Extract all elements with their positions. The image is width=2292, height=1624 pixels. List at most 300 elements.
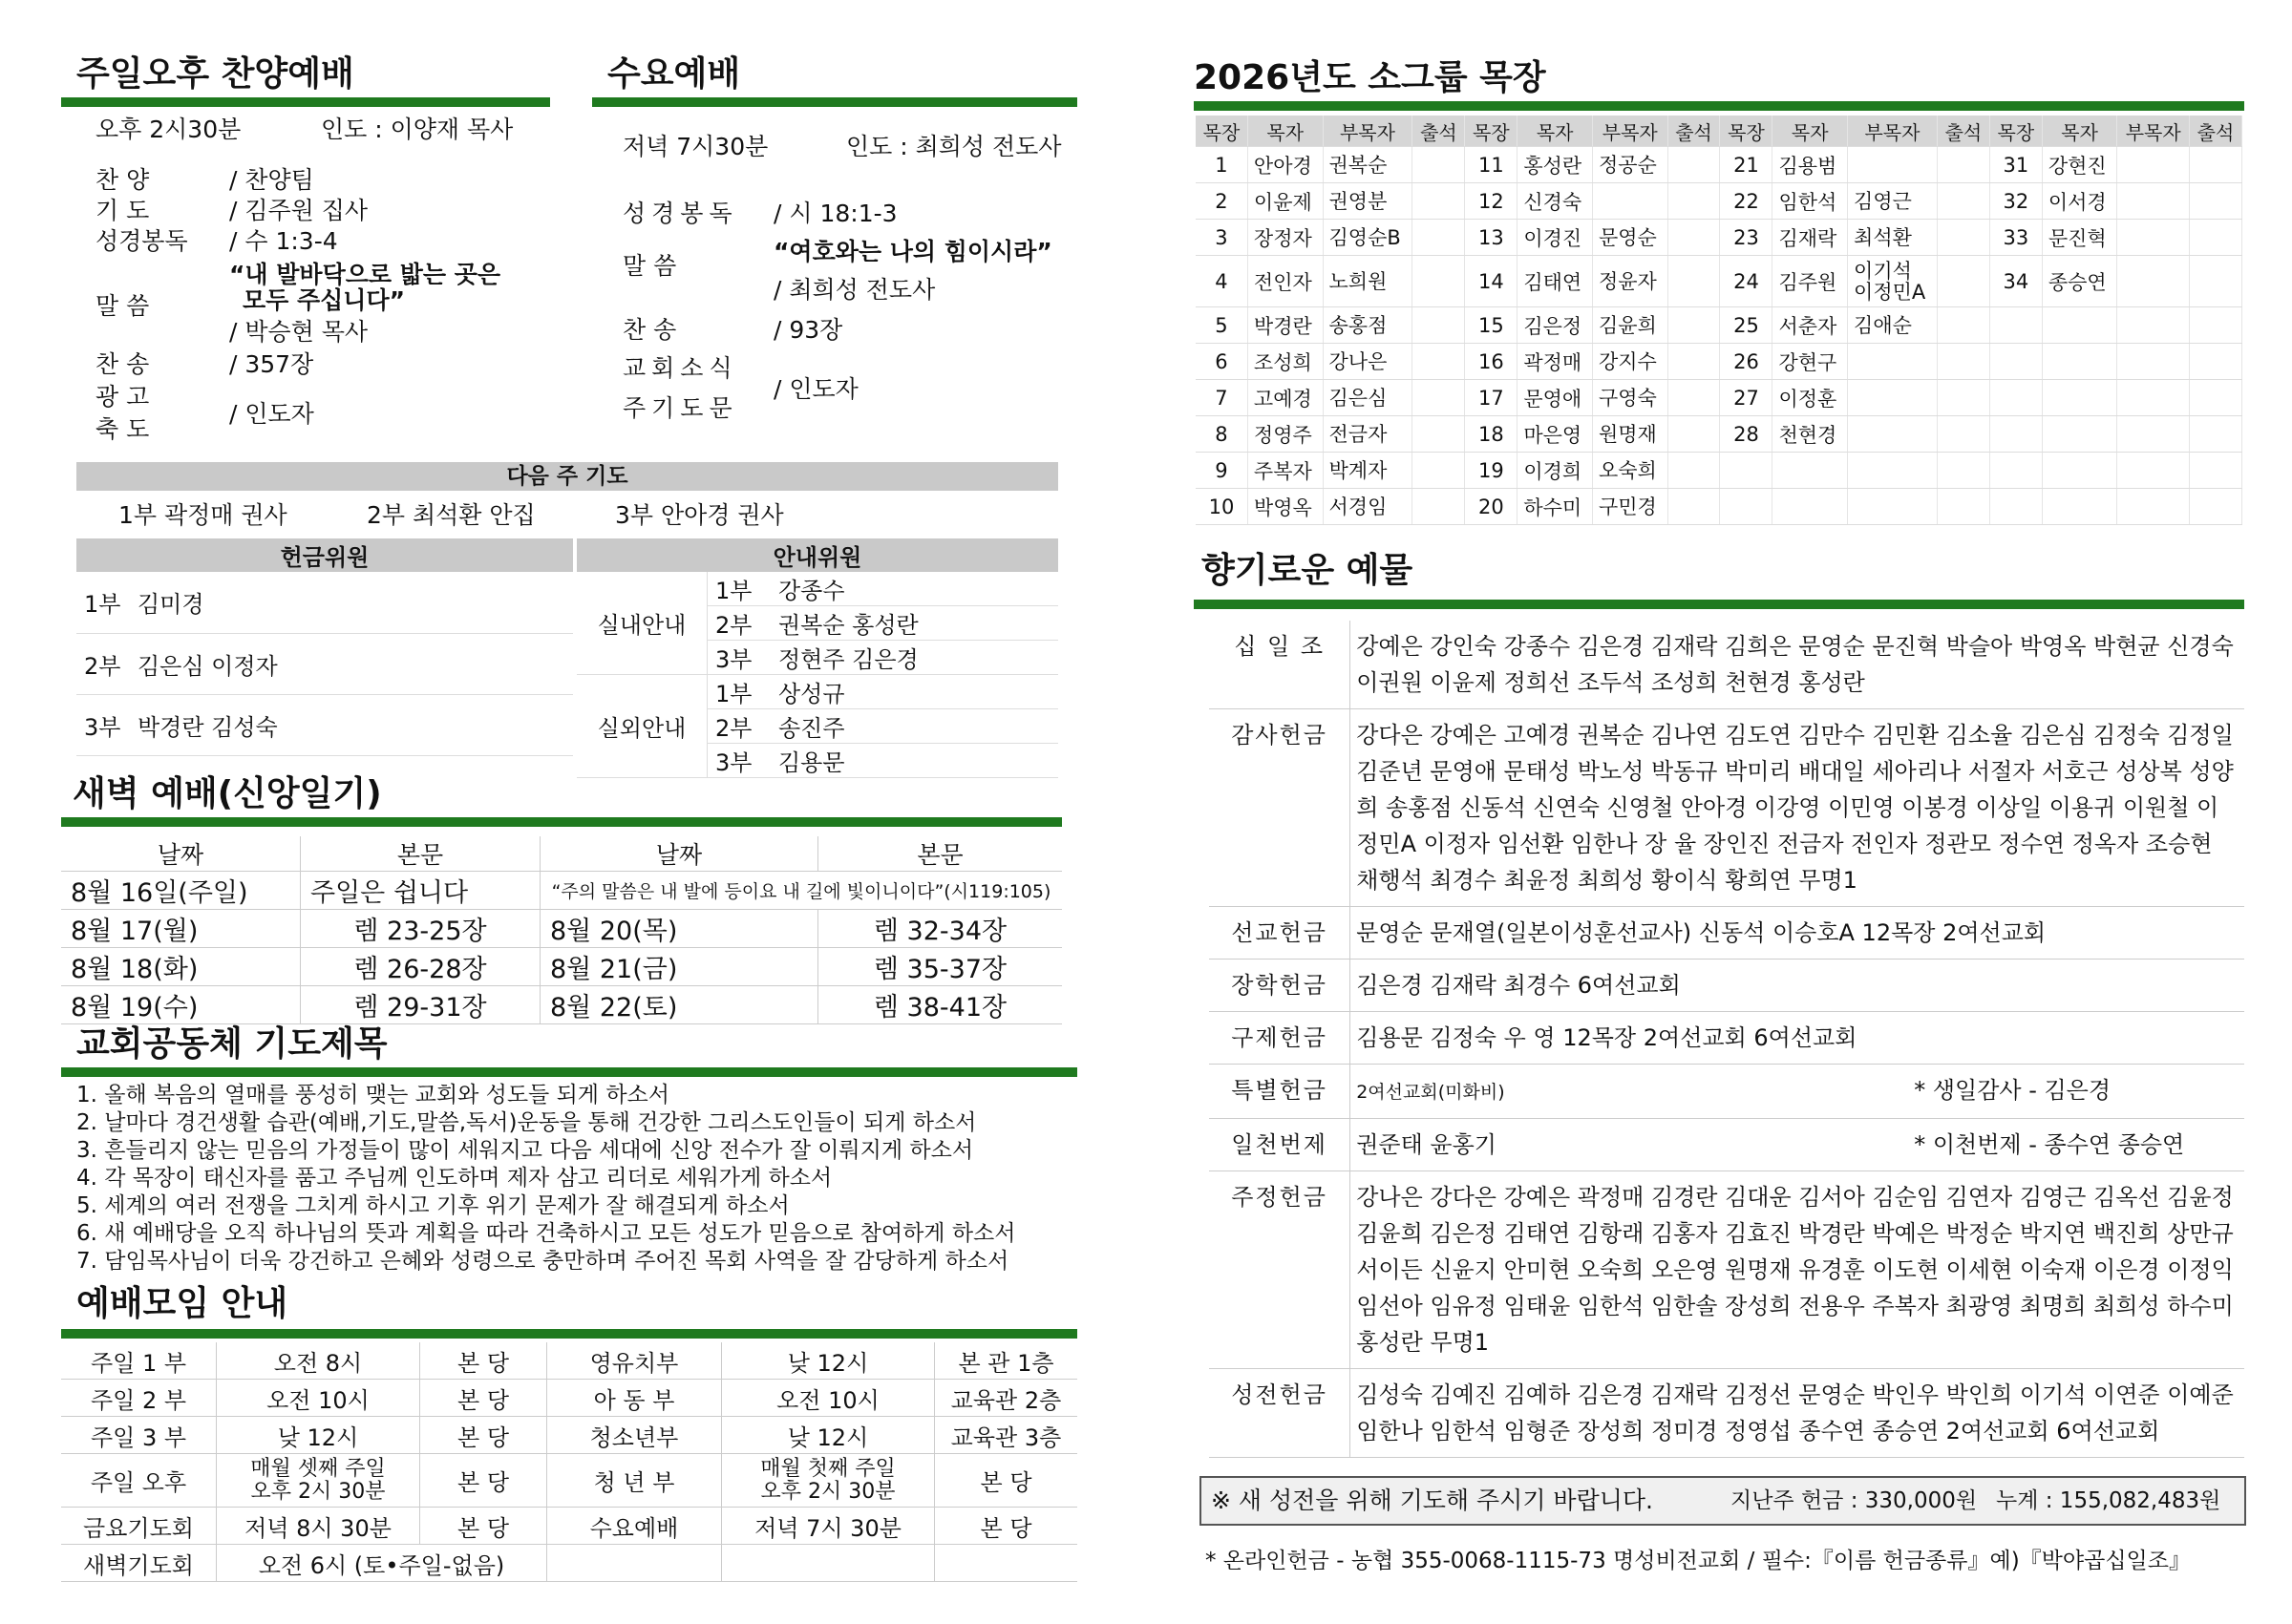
attendance-cell <box>1412 307 1465 344</box>
sermon-title-line1: “내 발바닥으로 밟는 곳은 <box>229 261 501 288</box>
group-sub-leader: 노희원 <box>1323 256 1412 307</box>
group-leader: 문영애 <box>1517 380 1593 416</box>
attendance-cell <box>1937 380 1989 416</box>
service-name: 새벽기도회 <box>61 1545 217 1582</box>
group-number: 26 <box>1720 344 1772 380</box>
group-number: 13 <box>1465 220 1517 256</box>
offering-row <box>1209 709 2244 907</box>
attendance-cell <box>1667 256 1720 307</box>
group-row <box>1196 147 2242 183</box>
online-giving-info: * 온라인헌금 - 농협 355-0068-1115-73 명성비전교회 / 필수:『이름 헌금종류』예)『박야곱십일조』 <box>1205 1549 2191 1573</box>
announcement-value: / 인도자 <box>229 400 314 428</box>
service-name: 주일 2 부 <box>61 1380 217 1417</box>
service-place: 본 당 <box>420 1508 547 1545</box>
group-sub-leader <box>2117 220 2190 256</box>
green-bar <box>1194 101 2244 111</box>
group-sub-leader <box>2117 147 2190 183</box>
prayer-item: 3. 흔들리지 않는 믿음의 가정들이 많이 세워지고 다음 세대에 신앙 전수가 잘 이뤄지게 하소서 <box>76 1138 974 1163</box>
names-cell: 김미경 <box>130 572 573 633</box>
next-prayer-item: 1부 곽정매 권사 <box>118 501 287 529</box>
group-number: 18 <box>1465 416 1517 453</box>
hymn-label: 찬 송 <box>96 350 150 378</box>
group-number: 11 <box>1465 147 1517 183</box>
group-col-header: 목자 <box>1517 116 1593 147</box>
dawn-date: 8월 22(토) <box>541 986 818 1024</box>
service-name: 청소년부 <box>547 1417 722 1454</box>
group-col-header: 목자 <box>1247 116 1323 147</box>
wednesday-time: 저녁 7시30분 <box>623 133 769 160</box>
group-sub-leader <box>1848 489 1938 525</box>
group-number <box>1720 489 1772 525</box>
offering-names-text: 권준태 윤홍기 <box>1356 1131 1496 1158</box>
attendance-cell <box>2189 256 2241 307</box>
part-cell: 2부 <box>708 709 772 744</box>
wednesday-sermon-label: 말 씀 <box>623 252 677 280</box>
offering-type: 성전헌금 <box>1209 1369 1350 1458</box>
attendance-cell <box>1667 416 1720 453</box>
group-leader: 박영옥 <box>1247 489 1323 525</box>
col-header: 날짜 <box>541 836 818 872</box>
notice-box <box>1199 1476 2246 1526</box>
service-place: 본 당 <box>420 1342 547 1380</box>
group-row <box>1196 307 2242 344</box>
dawn-text: 렘 35-37장 <box>818 948 1063 986</box>
col-header: 날짜 <box>61 836 301 872</box>
group-number <box>1720 453 1772 489</box>
small-groups-title: 2026년도 소그룹 목장 <box>1194 58 1546 97</box>
group-sub-leader: 서경임 <box>1323 489 1412 525</box>
announcement-label: 광 고 <box>96 383 150 411</box>
group-sub-leader <box>2117 344 2190 380</box>
attendance-cell <box>1667 220 1720 256</box>
part-cell: 1부 <box>76 572 130 633</box>
group-leader: 강현구 <box>1772 344 1848 380</box>
attendance-cell <box>1937 307 1989 344</box>
attendance-cell <box>1412 380 1465 416</box>
offering-names: 강나은 강다은 강예은 곽정매 김경란 김대운 김서아 김순임 김연자 김영근 김옥선 김윤정 김윤희 김은정 김태연 김항래 김홍자 김효진 박경란 박예은 박정순 박지연 백진희 상만규 서이든 신윤지 안미현 오숙희 오은영 원명재 유경훈 이도현 이세현 이숙재 이은경 이정익 임선아 임유정 임태윤 임한석 임한솔 장성희 전용우 주복자 최광영 최명희 최희성 하수미 홍성란 무명1 <box>1350 1171 2244 1369</box>
group-number: 20 <box>1465 489 1517 525</box>
names-cell: 강종수 <box>771 572 1058 606</box>
dawn-text: 렘 29-31장 <box>301 986 541 1024</box>
offering-type: 감사헌금 <box>1209 709 1350 907</box>
group-col-header: 부목자 <box>1323 116 1412 147</box>
group-col-header: 부목자 <box>1848 116 1938 147</box>
green-bar <box>61 97 550 107</box>
group-number: 24 <box>1720 256 1772 307</box>
next-prayer-item: 3부 안아경 권사 <box>615 501 784 529</box>
service-time: 매월 첫째 주일 오후 2시 30분 <box>722 1454 935 1508</box>
service-place: 본 당 <box>420 1380 547 1417</box>
attendance-cell <box>1937 344 1989 380</box>
wednesday-leader: 인도 : 최희성 전도사 <box>846 133 1062 160</box>
sunday-pm-leader: 인도 : 이양재 목사 <box>321 116 514 143</box>
offering-type: 선교헌금 <box>1209 907 1350 960</box>
reading-value: / 시 18:1-3 <box>774 200 898 227</box>
group-leader: 김주원 <box>1772 256 1848 307</box>
group-row <box>1196 453 2242 489</box>
attendance-cell <box>1667 489 1720 525</box>
part-cell: 1부 <box>708 675 772 709</box>
group-sub-leader: 이기석 이정민A <box>1848 256 1938 307</box>
group-leader: 이서경 <box>2042 183 2117 220</box>
names-cell: 권복순 홍성란 <box>771 606 1058 641</box>
dawn-text: 렘 38-41장 <box>818 986 1063 1024</box>
order-value: / 수 1:3-4 <box>229 227 338 255</box>
group-col-header: 목자 <box>1772 116 1848 147</box>
service-name: 주일 1 부 <box>61 1342 217 1380</box>
service-name: 수요예배 <box>547 1508 722 1545</box>
group-number: 10 <box>1196 489 1247 525</box>
group-number <box>1989 380 2042 416</box>
group-col-header: 목장 <box>1465 116 1517 147</box>
attendance-cell <box>1412 147 1465 183</box>
offering-names: 강다은 강예은 고예경 권복순 김나연 김도연 김만수 김민환 김소율 김은심 김정숙 김정일 김준년 문영애 문태성 박노성 박동규 박미리 배대일 세아리나 서절자 서호근 성상복 성양희 송홍점 신동석 신연숙 신영철 안아경 이강영 이민영 이봉경 이상일 이용귀 이원철 이정민A 이정자 임선환 임한나 장 율 장인진 전금자 전인자 정관모 정수연 정옥자 조승현 채행석 최경수 최윤정 최희성 황이식 황희연 무명1 <box>1350 709 2244 907</box>
service-name: 아 동 부 <box>547 1380 722 1417</box>
offering-names: 문영순 문재열(일본이성훈선교사) 신동석 이승호A 12목장 2여선교회 <box>1350 907 2244 960</box>
group-leader: 이경진 <box>1517 220 1593 256</box>
group-sub-leader: 구영숙 <box>1592 380 1667 416</box>
last-week-offering: 지난주 헌금 : 330,000원 <box>1730 1488 1978 1513</box>
group-number: 19 <box>1465 453 1517 489</box>
group-leader: 서춘자 <box>1772 307 1848 344</box>
part-cell: 2부 <box>708 606 772 641</box>
group-row <box>1196 489 2242 525</box>
group-sub-leader: 구민경 <box>1592 489 1667 525</box>
attendance-cell <box>1937 489 1989 525</box>
group-col-header: 출석 <box>1412 116 1465 147</box>
service-time: 저녁 7시 30분 <box>722 1508 935 1545</box>
group-sub-leader: 문영순 <box>1592 220 1667 256</box>
offering-names: 강예은 강인숙 강종수 김은경 김재락 김희은 문영순 문진혁 박슬아 박영옥 박현균 신경숙 이권원 이윤제 정희선 조두석 조성희 천현경 홍성란 <box>1350 621 2244 709</box>
group-col-header: 출석 <box>1667 116 1720 147</box>
wednesday-title: 수요예배 <box>607 54 741 94</box>
offering-names: 김용문 김정숙 우 영 12목장 2여선교회 6여선교회 <box>1350 1012 2244 1065</box>
offering-row <box>1209 960 2244 1012</box>
attendance-cell <box>1937 256 1989 307</box>
attendance-cell <box>2189 453 2241 489</box>
group-number: 25 <box>1720 307 1772 344</box>
offering-row <box>1209 1012 2244 1065</box>
service-time: 오전 6시 (토•주일-없음) <box>217 1545 547 1582</box>
service-name: 금요기도회 <box>61 1508 217 1545</box>
group-number <box>1989 344 2042 380</box>
offering-type: 십 일 조 <box>1209 621 1350 709</box>
part-cell: 2부 <box>76 633 130 694</box>
group-number: 9 <box>1196 453 1247 489</box>
order-label: 찬 양 <box>96 166 150 194</box>
group-sub-leader <box>1848 380 1938 416</box>
wednesday-preacher: / 최희성 전도사 <box>774 276 936 304</box>
attendance-cell <box>2189 220 2241 256</box>
sermon-title-line2: 모두 주십니다” <box>243 286 406 314</box>
news-label: 교회소식 <box>623 354 738 382</box>
group-sub-leader: 김윤희 <box>1592 307 1667 344</box>
attendance-cell <box>2189 307 2241 344</box>
order-label: 기 도 <box>96 197 150 224</box>
group-sub-leader: 강지수 <box>1592 344 1667 380</box>
dawn-date: 8월 19(수) <box>61 986 301 1024</box>
sunday-pm-time: 오후 2시30분 <box>96 116 242 143</box>
group-leader: 정영주 <box>1247 416 1323 453</box>
group-col-header: 목장 <box>1989 116 2042 147</box>
names-cell: 김용문 <box>771 744 1058 778</box>
group-leader <box>2042 307 2117 344</box>
group-number: 15 <box>1465 307 1517 344</box>
green-bar <box>61 1329 1077 1339</box>
service-time: 낮 12시 <box>217 1417 420 1454</box>
names-cell: 정현주 김은경 <box>771 641 1058 675</box>
group-sub-leader <box>2117 380 2190 416</box>
group-leader <box>2042 453 2117 489</box>
dawn-date: 8월 21(금) <box>541 948 818 986</box>
group-number: 14 <box>1465 256 1517 307</box>
group-sub-leader: 최석환 <box>1848 220 1938 256</box>
group-leader: 안아경 <box>1247 147 1323 183</box>
group-leader: 김은정 <box>1517 307 1593 344</box>
offering-committee-header: 헌금위원 <box>280 544 370 571</box>
indoor-label: 실내안내 <box>577 572 708 675</box>
attendance-cell <box>1667 453 1720 489</box>
group-sub-leader <box>2117 307 2190 344</box>
notice-text: ※ 새 성전을 위해 기도해 주시기 바랍니다. <box>1211 1487 1653 1514</box>
service-place: 본 당 <box>420 1417 547 1454</box>
dawn-verse: “주의 말씀은 내 발에 등이요 내 길에 빛이니이다”(시119:105) <box>541 872 1063 910</box>
next-prayer-header: 다음 주 기도 <box>76 462 1058 491</box>
group-number: 5 <box>1196 307 1247 344</box>
offering-row <box>1209 1119 2244 1171</box>
group-col-header: 목장 <box>1196 116 1247 147</box>
service-place: 본 관 1층 <box>935 1342 1078 1380</box>
attendance-cell <box>2189 183 2241 220</box>
group-sub-leader: 박계자 <box>1323 453 1412 489</box>
group-sub-leader <box>2117 453 2190 489</box>
order-value: / 김주원 집사 <box>229 197 369 224</box>
group-row <box>1196 344 2242 380</box>
offering-type: 장학헌금 <box>1209 960 1350 1012</box>
group-leader: 장정자 <box>1247 220 1323 256</box>
group-number: 3 <box>1196 220 1247 256</box>
group-number: 27 <box>1720 380 1772 416</box>
attendance-cell <box>1937 416 1989 453</box>
group-col-header: 목자 <box>2042 116 2117 147</box>
service-time: 오전 10시 <box>217 1380 420 1417</box>
group-leader: 홍성란 <box>1517 147 1593 183</box>
group-sub-leader <box>1592 183 1667 220</box>
group-number <box>1989 416 2042 453</box>
group-sub-leader: 원명재 <box>1592 416 1667 453</box>
group-row <box>1196 220 2242 256</box>
names-cell: 박경란 김성숙 <box>130 694 573 755</box>
offerings-title: 향기로운 예물 <box>1201 551 1413 590</box>
dawn-date: 8월 20(목) <box>541 910 818 948</box>
col-header: 본문 <box>301 836 541 872</box>
part-cell: 1부 <box>708 572 772 606</box>
attendance-cell <box>2189 489 2241 525</box>
group-leader <box>2042 489 2117 525</box>
names-cell: 상성규 <box>771 675 1058 709</box>
news-value: / 인도자 <box>774 375 859 403</box>
attendance-cell <box>1412 453 1465 489</box>
hymn-value: / 357장 <box>229 350 314 378</box>
group-row <box>1196 256 2242 307</box>
names-cell: 송진주 <box>771 709 1058 744</box>
group-col-header: 출석 <box>2189 116 2241 147</box>
offering-committee-table <box>76 538 573 756</box>
attendance-cell <box>1412 220 1465 256</box>
offering-type: 구제헌금 <box>1209 1012 1350 1065</box>
group-sub-leader <box>2117 183 2190 220</box>
offering-row <box>1209 1369 2244 1458</box>
service-place: 본 당 <box>935 1508 1078 1545</box>
group-col-header: 목장 <box>1720 116 1772 147</box>
group-leader: 마은영 <box>1517 416 1593 453</box>
service-time: 저녁 8시 30분 <box>217 1508 420 1545</box>
group-sub-leader <box>2117 489 2190 525</box>
benediction-label: 축 도 <box>96 415 150 443</box>
group-leader <box>2042 344 2117 380</box>
sunday-pm-title: 주일오후 찬양예배 <box>76 54 354 94</box>
group-number <box>1989 453 2042 489</box>
attendance-cell <box>1937 220 1989 256</box>
group-leader <box>2042 380 2117 416</box>
attendance-cell <box>1667 307 1720 344</box>
green-bar <box>61 1067 1077 1077</box>
offering-names: 김은경 김재락 최경수 6여선교회 <box>1350 960 2244 1012</box>
prayer-item: 1. 올해 복음의 열매를 풍성히 맺는 교회와 성도들 되게 하소서 <box>76 1083 669 1107</box>
dawn-date: 8월 16일(주일) <box>61 872 301 910</box>
dawn-table <box>61 836 1062 1024</box>
service-name: 영유치부 <box>547 1342 722 1380</box>
group-number: 22 <box>1720 183 1772 220</box>
group-leader: 천현경 <box>1772 416 1848 453</box>
group-sub-leader: 김애순 <box>1848 307 1938 344</box>
group-number: 6 <box>1196 344 1247 380</box>
worship-guide-title: 예배모임 안내 <box>76 1284 288 1323</box>
group-number: 23 <box>1720 220 1772 256</box>
dawn-text: 주일은 쉽니다 <box>301 872 541 910</box>
group-sub-leader: 전금자 <box>1323 416 1412 453</box>
group-leader: 고예경 <box>1247 380 1323 416</box>
green-bar <box>592 97 1077 107</box>
group-number: 16 <box>1465 344 1517 380</box>
group-number: 28 <box>1720 416 1772 453</box>
group-number: 34 <box>1989 256 2042 307</box>
service-place: 본 당 <box>420 1454 547 1508</box>
dawn-date: 8월 17(월) <box>61 910 301 948</box>
group-leader: 조성희 <box>1247 344 1323 380</box>
lords-prayer-label: 주기도문 <box>623 394 738 422</box>
offering-type: 특별헌금 <box>1209 1065 1350 1119</box>
green-bar <box>61 817 1062 827</box>
group-sub-leader <box>1848 344 1938 380</box>
group-number: 12 <box>1465 183 1517 220</box>
group-number: 7 <box>1196 380 1247 416</box>
group-col-header: 출석 <box>1937 116 1989 147</box>
prayer-item: 6. 새 예배당을 오직 하나님의 뜻과 계획을 따라 건축하시고 모든 성도가 믿음으로 참여하게 하소서 <box>76 1221 1016 1246</box>
offerings-table <box>1209 621 2244 1458</box>
service-place: 본 당 <box>935 1454 1078 1508</box>
dawn-date: 8월 18(화) <box>61 948 301 986</box>
group-leader <box>1772 453 1848 489</box>
part-cell: 3부 <box>76 694 130 755</box>
attendance-cell <box>1937 183 1989 220</box>
order-value: / 찬양팀 <box>229 166 314 194</box>
group-leader <box>2042 416 2117 453</box>
group-leader: 이정훈 <box>1772 380 1848 416</box>
group-leader: 이경희 <box>1517 453 1593 489</box>
offering-row <box>1209 1065 2244 1119</box>
offering-row <box>1209 907 2244 960</box>
group-leader: 임한석 <box>1772 183 1848 220</box>
offering-type: 주정헌금 <box>1209 1171 1350 1369</box>
dawn-text: 렘 26-28장 <box>301 948 541 986</box>
attendance-cell <box>1412 489 1465 525</box>
dawn-text: 렘 23-25장 <box>301 910 541 948</box>
wednesday-hymn-value: / 93장 <box>774 316 843 344</box>
group-leader: 박경란 <box>1247 307 1323 344</box>
prayer-topics-title: 교회공동체 기도제목 <box>76 1024 388 1064</box>
offering-type: 일천번제 <box>1209 1119 1350 1171</box>
group-col-header: 부목자 <box>2117 116 2190 147</box>
offering-note: * 이천번제 - 종수연 종승연 <box>1914 1131 2185 1158</box>
attendance-cell <box>1667 183 1720 220</box>
offering-row <box>1209 621 2244 709</box>
small-groups-table <box>1196 116 2242 525</box>
next-prayer-item: 2부 최석환 안집 <box>367 501 536 529</box>
group-number: 21 <box>1720 147 1772 183</box>
usher-table <box>577 538 1058 778</box>
group-sub-leader: 오숙희 <box>1592 453 1667 489</box>
group-sub-leader: 정공순 <box>1592 147 1667 183</box>
order-label: 성경봉독 <box>96 227 188 255</box>
group-sub-leader: 권영분 <box>1323 183 1412 220</box>
offering-row <box>1209 1171 2244 1369</box>
group-leader: 김재락 <box>1772 220 1848 256</box>
group-row <box>1196 380 2242 416</box>
group-number: 17 <box>1465 380 1517 416</box>
worship-guide-table <box>61 1342 1077 1582</box>
wednesday-sermon-title: “여호와는 나의 힘이시라” <box>774 238 1052 265</box>
offering-names <box>1350 1065 2244 1119</box>
group-row <box>1196 416 2242 453</box>
group-number: 8 <box>1196 416 1247 453</box>
attendance-cell <box>1412 183 1465 220</box>
attendance-cell <box>1937 147 1989 183</box>
group-number: 4 <box>1196 256 1247 307</box>
group-leader: 문진혁 <box>2042 220 2117 256</box>
prayer-item: 2. 날마다 경건생활 습관(예배,기도,말씀,독서)운동을 통해 건강한 그리스도인들이 되게 하소서 <box>76 1110 977 1135</box>
group-sub-leader <box>1848 416 1938 453</box>
outdoor-label: 실외안내 <box>577 675 708 778</box>
wednesday-hymn-label: 찬 송 <box>623 316 677 344</box>
group-leader: 주복자 <box>1247 453 1323 489</box>
offering-note: * 생일감사 - 김은경 <box>1914 1077 2112 1104</box>
group-sub-leader: 김은심 <box>1323 380 1412 416</box>
service-time: 낮 12시 <box>722 1417 935 1454</box>
attendance-cell <box>2189 147 2241 183</box>
group-sub-leader <box>1848 453 1938 489</box>
attendance-cell <box>2189 344 2241 380</box>
total-offering: 누계 : 155,082,483원 <box>1996 1488 2221 1513</box>
service-place: 교육관 3층 <box>935 1417 1078 1454</box>
service-time: 매월 셋째 주일 오후 2시 30분 <box>217 1454 420 1508</box>
group-leader: 강현진 <box>2042 147 2117 183</box>
attendance-cell <box>1412 344 1465 380</box>
group-leader: 전인자 <box>1247 256 1323 307</box>
sermon-preacher: / 박승현 목사 <box>229 318 369 346</box>
group-number: 32 <box>1989 183 2042 220</box>
group-number: 33 <box>1989 220 2042 256</box>
